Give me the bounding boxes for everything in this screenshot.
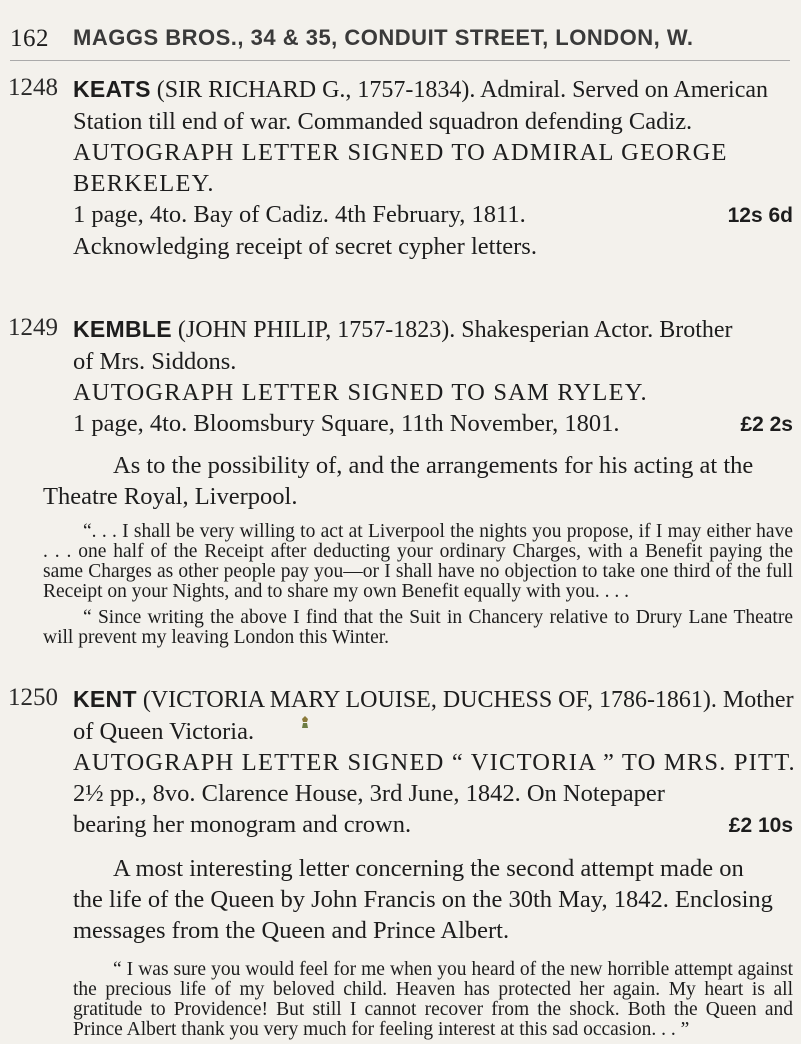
- lot-title: AUTOGRAPH LETTER SIGNED TO SAM RYLEY.: [73, 379, 648, 406]
- lot-number: 1249: [8, 314, 58, 341]
- lot-body: [73, 684, 796, 1040]
- lot-description: Acknowledging receipt of secret cypher letters.: [73, 233, 537, 260]
- lot-price: £2 10s: [728, 814, 793, 837]
- lot-price: £2 2s: [740, 413, 793, 436]
- lot-details-cont: bearing her monogram and crown.: [73, 811, 412, 838]
- lot-name: KENT: [73, 686, 137, 712]
- lot-description-cont: the life of the Queen by John Francis on the 30th May, 1842. Enclosing: [73, 886, 773, 913]
- lot-details: 2½ pp., 8vo. Clarence House, 3rd June, 1842. On Notepaper: [73, 780, 665, 807]
- quote-paragraph: “ Since writing the above I find that the Suit in Chancery relative to Drury Lane Theatre will prevent my leaving London this Winter.: [43, 607, 793, 648]
- lot-number: 1250: [8, 684, 58, 711]
- lot-details-row: [73, 408, 793, 440]
- lot-heading: [73, 74, 793, 106]
- page-header: [0, 0, 801, 70]
- lot-description: A most interesting letter concerning the second attempt made on: [113, 855, 744, 882]
- lot-heading-text: (VICTORIA MARY LOUISE, DUCHESS OF, 1786-1861). Mother: [142, 687, 794, 713]
- running-head: MAGGS BROS., 34 & 35, CONDUIT STREET, LONDON, W.: [73, 25, 694, 50]
- crown-emblem-icon: [300, 716, 310, 732]
- lot-quote: [43, 522, 793, 648]
- lot-heading: [73, 314, 793, 346]
- lot-description-cont: messages from the Queen and Prince Albert.: [73, 917, 510, 944]
- lot-description: As to the possibility of, and the arrangements for his acting at the: [113, 452, 754, 479]
- quote-paragraph: “ I was sure you would feel for me when you heard of the new horrible attempt against the precious life of my beloved child. Heaven has protected her again. My heart is all gratitude to Providence! But still I cannot recover from the shock. Both the Queen and Prince Albert thank you very much for feeling interest at this sad occasion. . . ”: [73, 959, 793, 1040]
- lot-description-cont: Theatre Royal, Liverpool.: [43, 483, 298, 510]
- page-number: 162: [10, 25, 49, 52]
- lot-heading-line2-text: of Queen Victoria.: [73, 718, 255, 745]
- lot-heading-text: (SIR RICHARD G., 1757-1834). Admiral. Served on American: [156, 77, 769, 103]
- lot-body: [43, 314, 793, 648]
- lot-heading-line2: Station till end of war. Commanded squadron defending Cadiz.: [73, 108, 693, 135]
- lot-name: KEMBLE: [73, 316, 172, 342]
- lot-details: 1 page, 4to. Bay of Cadiz. 4th February, 1811.: [73, 201, 526, 228]
- lot-heading-line2: [73, 716, 793, 747]
- lot-heading: [73, 684, 793, 716]
- lot-quote: [73, 960, 793, 1040]
- lot-details-row: [73, 809, 793, 841]
- lot-details-row: [73, 199, 793, 231]
- lot-title: AUTOGRAPH LETTER SIGNED “ VICTORIA ” TO MRS. PITT.: [73, 749, 796, 776]
- lot-title-cont: BERKELEY.: [73, 170, 215, 197]
- lot-name: KEATS: [73, 76, 151, 102]
- lot-number: 1248: [8, 74, 58, 101]
- lot-details: 1 page, 4to. Bloomsbury Square, 11th November, 1801.: [73, 410, 620, 437]
- lot-price: 12s 6d: [727, 204, 793, 227]
- lot-title: AUTOGRAPH LETTER SIGNED TO ADMIRAL GEORGE: [73, 139, 728, 166]
- quote-paragraph: “. . . I shall be very willing to act at Liverpool the nights you propose, if I may either have . . . one half of the Receipt after deducting your ordinary Charges, with a Benefit paying the same Charges as other people pay you—or I shall have no objection to take one third of the full Receipt on your Nights, and to share my own Benefit equally with you. . . .: [43, 521, 793, 602]
- header-rule: [10, 60, 790, 61]
- lot-heading-line2: of Mrs. Siddons.: [73, 348, 237, 375]
- lot-heading-text: (JOHN PHILIP, 1757-1823). Shakesperian Actor. Brother: [177, 317, 733, 343]
- lot-body: [73, 74, 793, 262]
